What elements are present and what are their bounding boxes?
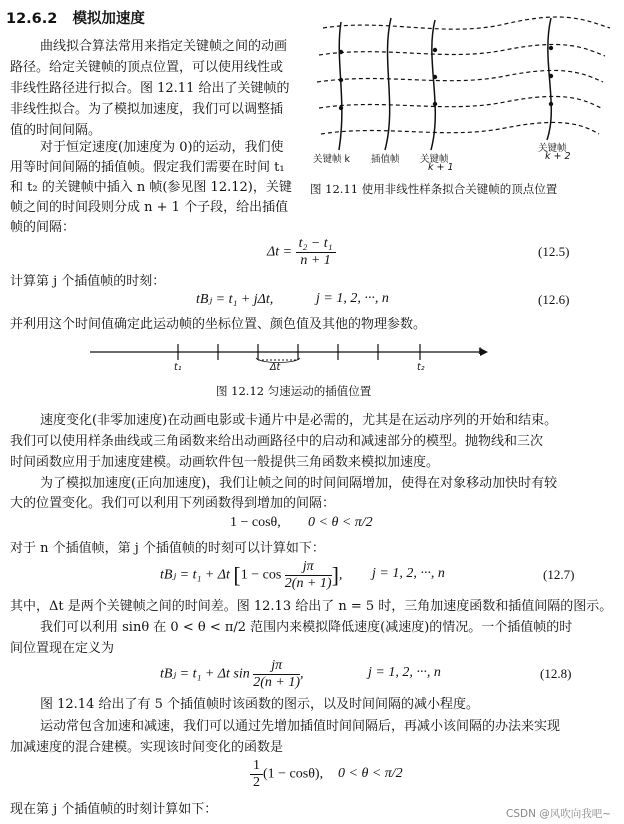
equation-12-6-range: j = 1, 2, ···, n	[316, 291, 389, 306]
paragraph-1-line-2: 路径。给定关键帧的顶点位置，可以使用线性或	[10, 60, 284, 75]
paragraph-11-line-1: 运动常包含加速和减速，我们可以通过先增加插值时间间隔后，再减小该间隔的办法来实现	[40, 719, 561, 734]
paragraph-2-line-2: 用等时间间隔的插值帧。假定我们需要在时间 t₁	[10, 160, 285, 175]
paragraph-12: 现在第 j 个插值帧的时刻计算如下：	[10, 802, 218, 817]
paragraph-1-line-4: 非线性拟合。为了模拟加速度，我们可以调整插	[10, 102, 284, 117]
label-interp-frame: 插值帧	[371, 154, 400, 165]
equation-12-8: tBⱼ = t₁ + Δt sin $\frac{j\pi}{2(n + 1)}$ ,	[160, 658, 304, 690]
paragraph-5-line-3: 时间函数应用于加速度建模。动画软件包一般提供三角函数来模拟加速度。	[10, 455, 440, 470]
paragraph-1-line-1: 曲线拟合算法常用来指定关键帧之间的动画	[40, 39, 288, 54]
paragraph-7: 对于 n 个插值帧，第 j 个插值帧的时刻可以计算如下：	[10, 541, 325, 556]
label-t1: t₁	[174, 362, 182, 373]
keyframe-k-curve	[339, 22, 342, 150]
section-number: 12.6.2	[6, 11, 58, 27]
equation-12-7-range: j = 1, 2, ···, n	[372, 566, 445, 581]
figure-12-11-caption: 图 12.11 使用非线性样条拟合关键帧的顶点位置	[310, 182, 558, 196]
label-t-axis: t	[478, 346, 482, 357]
keyframe-k1-curve	[431, 20, 435, 150]
paragraph-5-line-1: 速度变化(非零加速度)在动画电影或卡通片中是必需的，尤其是在运动序列的开始和结束。	[40, 413, 558, 428]
equation-12-6: tBⱼ = t₁ + jΔt,	[196, 292, 274, 307]
label-t2: t₂	[417, 362, 425, 373]
label-k1: k + 1	[428, 162, 454, 173]
cos-function: 1 − cosθ,	[230, 515, 281, 530]
label-delta-t: Δt	[270, 362, 281, 373]
paragraph-2-line-4: 帧之间的时间段则分成 n + 1 个子段，给出插值	[10, 200, 289, 215]
paragraph-9-line-2: 间位置现在定义为	[10, 641, 115, 656]
watermark: CSDN @风吹向我吧~	[506, 808, 612, 820]
paragraph-10: 图 12.14 给出了有 5 个插值帧时该函数的图示，以及时间间隔的减小程度。	[40, 697, 480, 712]
figure-12-11-spline-diagram	[305, 10, 620, 180]
label-keyframe-k2: 关键帧	[538, 143, 567, 154]
equation-12-8-range: j = 1, 2, ···, n	[368, 665, 441, 680]
label-keyframe-k1: 关键帧	[420, 154, 449, 165]
figure-12-12-timeline	[80, 336, 490, 378]
figure-12-12-caption: 图 12.12 匀速运动的插值位置	[216, 384, 372, 398]
paragraph-1-line-5: 值的时间间隔。	[10, 123, 102, 138]
paragraph-6-line-2: 大的位置变化。我们可以利用下列函数得到增加的间隔：	[10, 496, 336, 511]
section-heading	[6, 7, 145, 28]
equation-12-7-tag: (12.7)	[543, 567, 575, 582]
paragraph-1-line-3: 非线性路径进行拟合。图 12.11 给出了关键帧的	[10, 81, 290, 96]
paragraph-2-line-3: 和 t₂ 的关键帧中插入 n 帧(参见图 12.12)，关键	[10, 180, 292, 195]
paragraph-2-line-5: 帧的间隔：	[10, 220, 76, 235]
label-keyframe-k: 关键帧 k	[313, 154, 351, 165]
paragraph-2-line-1: 对于恒定速度(加速度为 0)的运动，我们使	[40, 140, 284, 155]
paragraph-9-line-1: 我们可以利用 sinθ 在 0 < θ < π/2 范围内来模拟降低速度(减速度)的情况。一个插值帧的时	[40, 620, 573, 635]
label-k2: k + 2	[545, 151, 571, 162]
equation-12-5: Δt = $\frac{\text{t₂ − t₁}}{n + 1}$	[267, 236, 336, 269]
section-title: 模拟加速度	[72, 11, 145, 27]
half-cos-function-range: 0 < θ < π/2	[338, 766, 403, 781]
equation-12-6-tag: (12.6)	[538, 292, 570, 307]
paragraph-3: 计算第 j 个插值帧的时刻：	[10, 274, 166, 289]
half-cos-function: $\frac{1}{2}$ (1 − cosθ),	[250, 758, 323, 791]
equation-12-8-tag: (12.8)	[540, 666, 572, 681]
cos-function-range: 0 < θ < π/2	[308, 515, 373, 530]
keyframe-k2-curve	[547, 18, 551, 140]
paragraph-11-line-2: 加减速度的混合建模。实现该时间变化的函数是	[10, 740, 284, 755]
paragraph-5-line-2: 我们可以使用样条曲线或三角函数来给出动画路径中的启动和减速部分的模型。抛物线和三次	[10, 434, 544, 449]
equation-12-7: tBⱼ = t₁ + Δt [1 − cos $\frac{j\pi}{2(n + 1)}$ ],	[160, 559, 343, 591]
paragraph-6-line-1: 为了模拟加速度(正向加速度)，我们让帧之间的时间间隔增加，使得在对象移动加快时有较	[40, 476, 558, 491]
equation-12-5-tag: (12.5)	[538, 244, 570, 259]
paragraph-4: 并利用这个时间值确定此运动帧的坐标位置、颜色值及其他的物理参数。	[10, 317, 427, 332]
paragraph-8: 其中，Δt 是两个关键帧之间的时间差。图 12.13 给出了 n = 5 时，三角加速度函数和插值间隔的图示。	[10, 599, 613, 614]
